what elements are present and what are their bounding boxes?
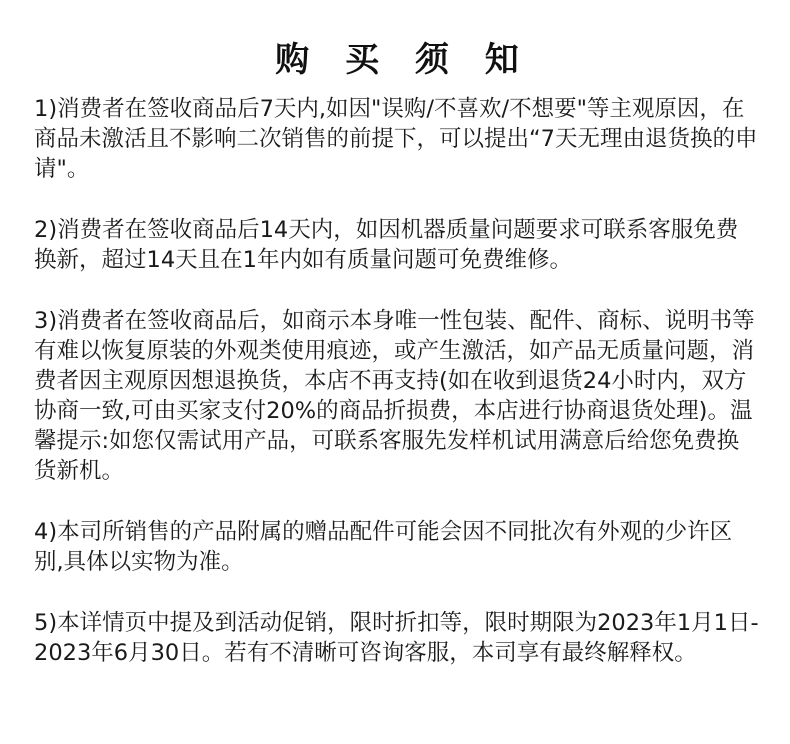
- notice-item-5: 5)本详情页中提及到活动促销，限时折扣等，限时期限为2023年1月1日-2023年6月30日。若有不清晰可咨询客服，本司享有最终解释权。: [34, 610, 759, 666]
- notice-item-3: 3)消费者在签收商品后，如商示本身唯一性包装、配件、商标、说明书等有难以恢复原装的外观类使用痕迹，或产生激活，如产品无质量问题，消费者因主观原因想退换货，本店不再支持(如在收到退货24小时内，双方协商一致,可由买家支付20%的商品折损费，本店进行协商退货处理)。温馨提示:如您仅需试用产品，可联系客服先发样机试用满意后给您免费换货新机。: [34, 308, 755, 484]
- notice-list: [34, 94, 760, 668]
- notice-item-4: 4)本司所销售的产品附属的赠品配件可能会因不同批次有外观的少许区别,具体以实物为准。: [34, 519, 733, 575]
- page-title: 购 买 须 知: [275, 40, 531, 80]
- notice-item-2: 2)消费者在签收商品后14天内，如因机器质量问题要求可联系客服免费换新，超过14天且在1年内如有质量问题可免费维修。: [34, 217, 739, 273]
- notice-item-1: 1)消费者在签收商品后7天内,如因"误购/不喜欢/不想要"等主观原因，在商品未激活且不影响二次销售的前提下，可以提出“7天无理由退货换的申请"。: [34, 96, 758, 182]
